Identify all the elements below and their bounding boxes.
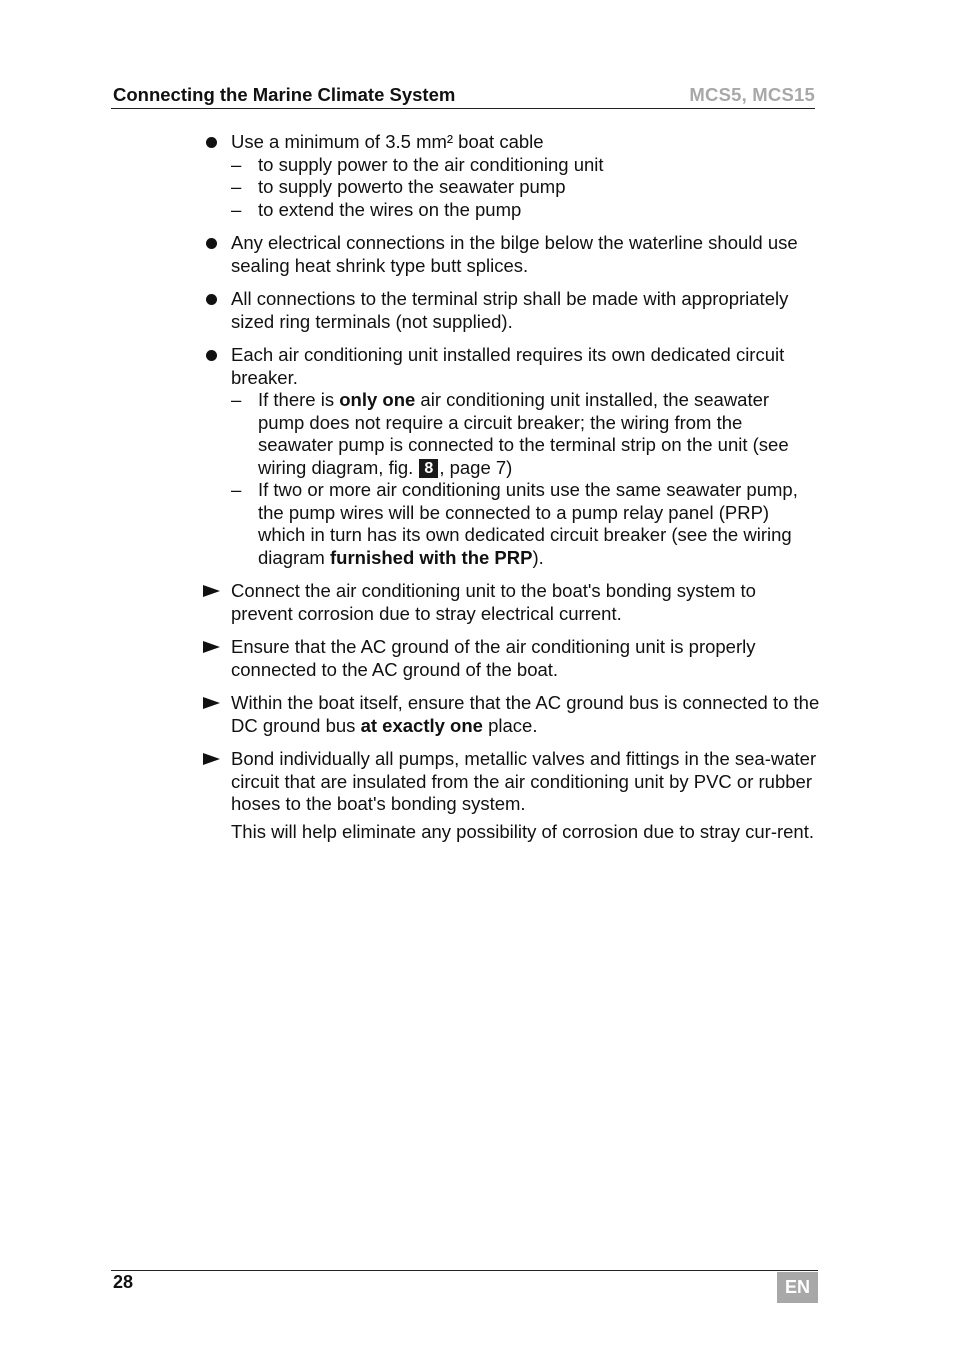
- emphasis: only one: [339, 389, 416, 410]
- item-text: Bond individually all pumps, metallic valves and fittings in the sea-water circuit that are insulated from the air conditioning unit by PVC or rubber hoses to the boat's bonding system.: [231, 748, 817, 814]
- dash: –: [231, 198, 242, 220]
- item-note: This will help eliminate any possibility of corrosion due to stray cur-rent.: [231, 820, 814, 842]
- language-badge: EN: [777, 1272, 818, 1303]
- sub-text: air conditioning unit installed, the seawater pump does not require a circuit breaker; the wiring from the seawater pump is connected to the terminal strip on the unit (see wiring diagram, fig.: [258, 389, 789, 478]
- item-text: Any electrical connections in the bilge below the waterline should use sealing heat shrink type butt splices.: [231, 232, 798, 276]
- header-model: MCS5, MCS15: [689, 84, 815, 105]
- list-item: [200, 636, 820, 681]
- sub-item: [231, 176, 820, 199]
- dash: –: [231, 176, 242, 197]
- figure-ref-badge: 8: [419, 459, 438, 478]
- page-number: 28: [113, 1272, 134, 1292]
- item-text: All connections to the terminal strip shall be made with appropriately sized ring terminals (not supplied).: [231, 288, 789, 332]
- sub-item: [231, 199, 820, 222]
- footer-rule: [111, 1270, 818, 1271]
- item-text-part: Within the boat itself, ensure that the AC ground bus is connected to the DC ground bus: [231, 692, 820, 736]
- sub-text: to supply power to the air conditioning unit: [258, 153, 604, 175]
- list-item: [200, 692, 820, 737]
- list-item: [200, 232, 820, 277]
- header-title: Connecting the Marine Climate System: [113, 84, 456, 105]
- sub-text: , page 7): [439, 456, 513, 478]
- list-item: [200, 748, 820, 843]
- sub-text: If two or more air conditioning units use the same seawater pump, the pump wires will be connected to a pump relay panel (PRP) which in turn has its own dedicated circuit breaker (see the wiring diagram: [258, 479, 798, 568]
- main-content: [200, 131, 820, 854]
- sub-text: to supply powerto the seawater pump: [258, 176, 566, 197]
- item-text: Ensure that the AC ground of the air conditioning unit is properly connected to the AC ground of the boat.: [231, 636, 756, 680]
- dash: –: [231, 479, 242, 500]
- emphasis: furnished with the PRP: [329, 546, 533, 568]
- dash: –: [231, 153, 242, 175]
- dash: –: [231, 389, 242, 410]
- sub-item: [231, 389, 820, 479]
- list-item: [200, 344, 820, 569]
- item-text: [231, 692, 820, 737]
- sub-item: [231, 479, 820, 569]
- sub-text: If there is: [258, 389, 340, 410]
- header-rule: [111, 108, 815, 109]
- item-text: Each air conditioning unit installed requires its own dedicated circuit breaker.: [231, 344, 785, 388]
- item-text: Use a minimum of 3.5 mm² boat cable: [231, 131, 544, 152]
- list-item: [200, 580, 820, 625]
- item-text: Connect the air conditioning unit to the boat's bonding system to prevent corrosion due to stray electrical current.: [231, 580, 756, 624]
- list-item: [200, 131, 820, 221]
- sub-text: to extend the wires on the pump: [258, 198, 522, 220]
- item-text-part: place.: [482, 714, 538, 736]
- emphasis: at exactly one: [360, 714, 483, 736]
- sub-item: [231, 154, 820, 177]
- list-item: [200, 288, 820, 333]
- sub-text: ).: [532, 546, 544, 568]
